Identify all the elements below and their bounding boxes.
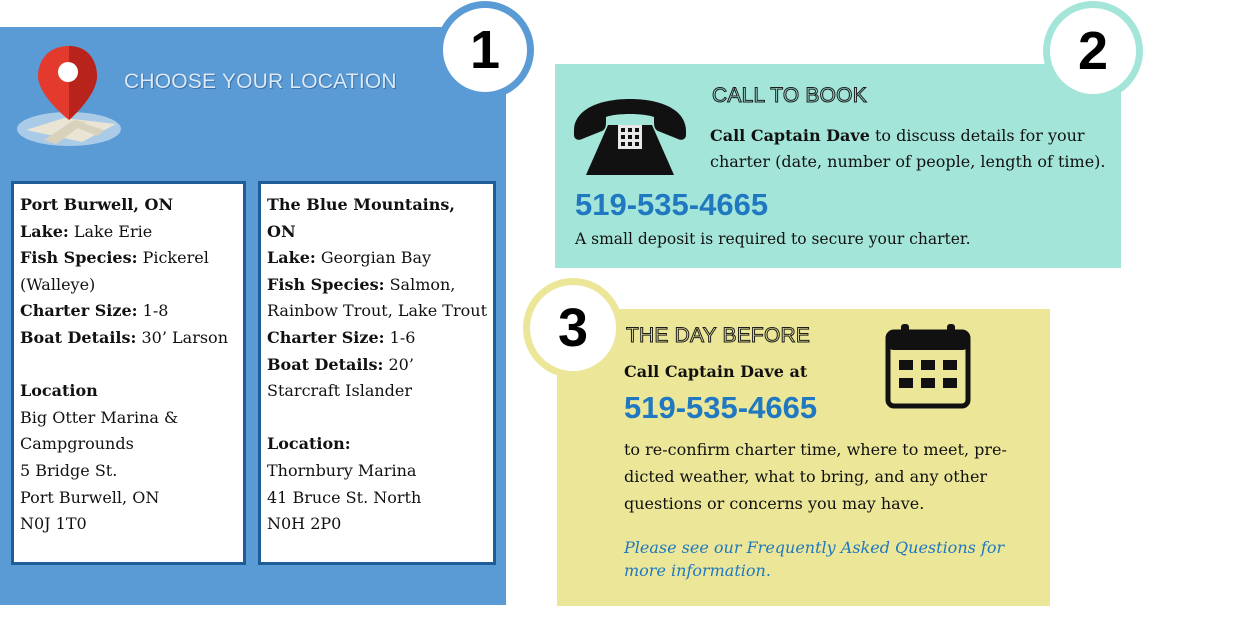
address-line: 41 Bruce St. North [267,487,422,507]
map-pin-icon [14,44,124,150]
call-details-text: to discuss details for your charter (date, number of people, length of time). [710,126,1106,171]
step1-number-badge: 1 [436,1,534,99]
location-name: The Blue Mountains, ON [267,195,455,241]
location-card-port-burwell [11,181,246,565]
species-value: Salmon, Rainbow Trout, Lake Trout [267,274,487,321]
phone-number-link[interactable]: 519-535-4665 [575,187,769,222]
calendar-icon [885,322,971,410]
location-label: Location [20,381,98,401]
boat-value: 20’ Starcraft Islander [267,354,414,401]
address-line: N0H 2P0 [267,514,342,534]
deposit-note: A small deposit is required to secure your charter. [575,230,971,248]
boat-label: Boat Details: [267,354,384,374]
step1-heading: CHOOSE YOUR LOCATION [124,70,397,93]
call-to-book-description [710,123,1110,175]
address-line: Big Otter Marina & Campgrounds [20,407,179,454]
address-line: Thornbury Marina [267,460,417,480]
phone-number-link[interactable]: 519-535-4665 [624,390,818,425]
call-captain-dave-bold: Call Captain Dave [710,126,870,145]
charter-size-value: 1-8 [142,301,169,321]
boat-label: Boat Details: [20,327,137,347]
charter-size-label: Charter Size: [267,327,385,347]
species-label: Fish Species: [20,248,138,268]
species-value: Pickerel (Walleye) [20,248,209,294]
lake-value: Lake Erie [73,221,153,241]
location-card-blue-mountains [258,181,496,565]
call-captain-dave-text: Call Captain Dave at [624,362,808,381]
step2-heading: CALL TO BOOK [712,84,867,107]
reconfirm-description: to re-confirm charter time, where to meet, pre-dicted weather, what to bring, and any other questions or concerns you may have. [624,440,1007,513]
charter-size-value: 1-6 [389,327,416,347]
lake-label: Lake: [20,221,69,241]
address-line: Port Burwell, ON [20,487,160,507]
species-label: Fish Species: [267,274,385,294]
location-name: Port Burwell, ON [20,195,174,214]
faq-link[interactable]: Please see our Frequently Asked Questions for more information. [624,538,1005,580]
location-label: Location: [267,434,351,454]
telephone-icon [570,95,690,179]
address-line: N0J 1T0 [20,514,87,534]
charter-size-label: Charter Size: [20,301,138,321]
address-line: 5 Bridge St. [20,460,118,480]
step3-heading: THE DAY BEFORE [626,324,811,347]
step3-number-badge: 3 [523,278,623,378]
step2-number-badge: 2 [1043,1,1143,101]
boat-value: 30’ Larson [141,327,228,347]
lake-label: Lake: [267,248,316,268]
lake-value: Georgian Bay [320,248,432,268]
